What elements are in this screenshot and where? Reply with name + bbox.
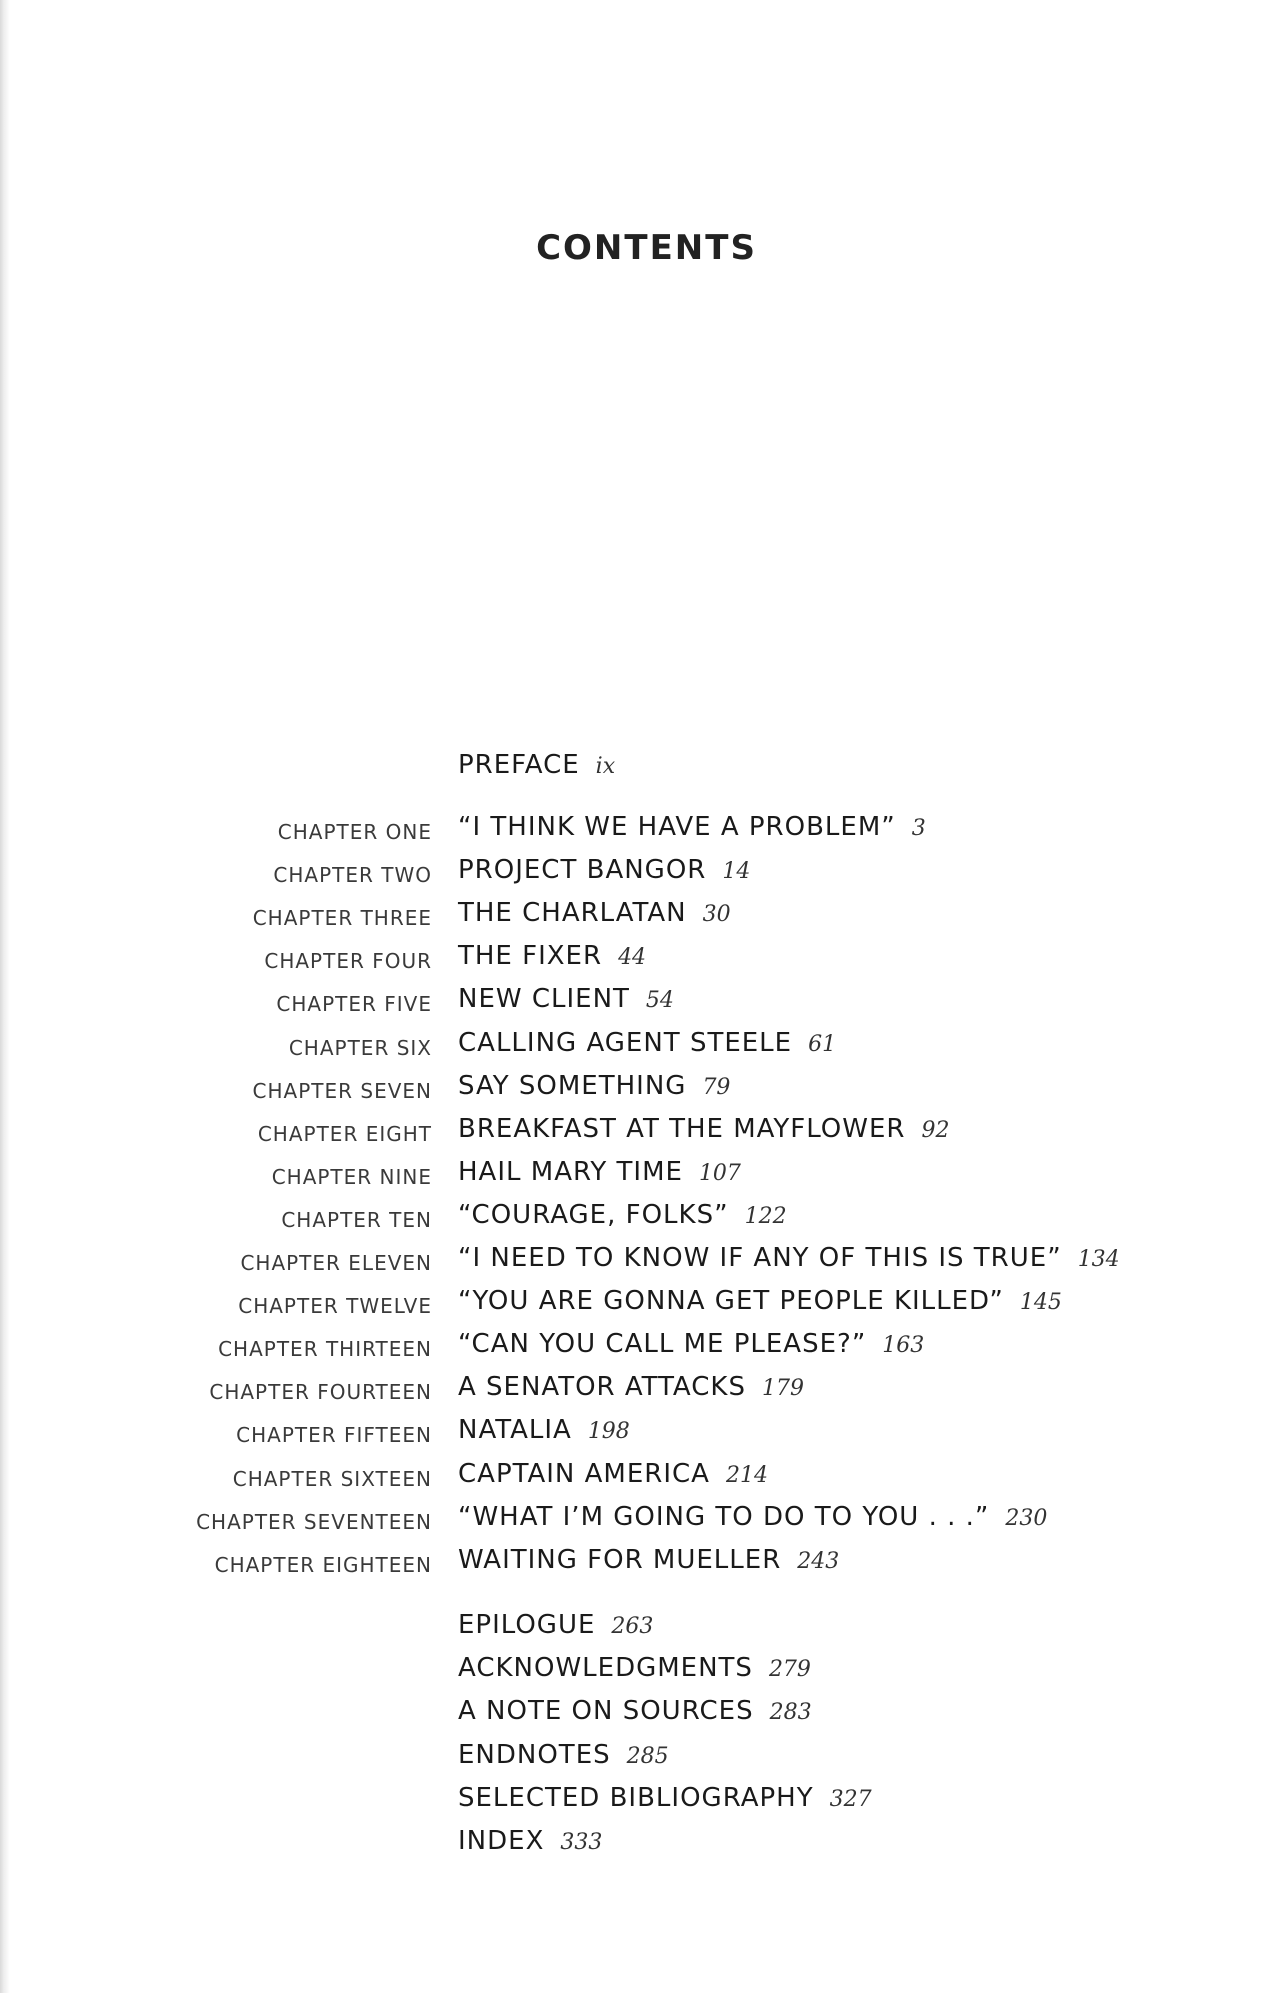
toc-row [0,812,1263,852]
toc-entry [458,898,731,928]
toc-row [0,855,1263,895]
toc-entry [458,1740,669,1770]
toc-entry [458,1415,630,1445]
page-number: ix [595,754,616,779]
toc-row [0,1071,1263,1111]
entry-title: BREAKFAST AT THE MAYFLOWER [458,1114,906,1144]
page-number: 327 [829,1787,872,1812]
chapter-label: CHAPTER FOUR [264,949,432,973]
chapter-label: CHAPTER THIRTEEN [218,1337,432,1361]
toc-row [0,1740,1263,1780]
page-number: 243 [797,1549,840,1574]
chapter-label: CHAPTER EIGHTEEN [214,1553,432,1577]
page-number: 92 [921,1118,950,1143]
page-number: 134 [1077,1247,1120,1272]
entry-title: THE FIXER [458,941,603,971]
toc-entry [458,855,750,885]
toc-entry [458,1610,653,1640]
toc-row [0,1610,1263,1650]
entry-title: CAPTAIN AMERICA [458,1459,710,1489]
page-number: 79 [702,1075,731,1100]
toc-entry [458,1200,787,1230]
page-number: 163 [882,1333,925,1358]
page-number: 333 [560,1830,603,1855]
toc-entry [458,1826,602,1856]
toc-row [0,898,1263,938]
entry-title: ACKNOWLEDGMENTS [458,1653,753,1683]
entry-title: “WHAT I’M GOING TO DO TO YOU . . .” [458,1502,990,1532]
chapter-label: CHAPTER SIX [288,1036,432,1060]
toc-row [0,984,1263,1024]
page-number: 145 [1019,1290,1062,1315]
entry-title: ENDNOTES [458,1740,611,1770]
toc-row [0,1696,1263,1736]
page-title: CONTENTS [536,227,757,268]
entry-title: NEW CLIENT [458,984,630,1014]
page-number: 230 [1005,1506,1048,1531]
entry-title: “I THINK WE HAVE A PROBLEM” [458,812,896,842]
chapter-label: CHAPTER EIGHT [257,1122,432,1146]
page-number: 279 [768,1657,811,1682]
toc-row [0,1243,1263,1283]
entry-title: “COURAGE, FOLKS” [458,1200,729,1230]
page-number: 214 [725,1463,768,1488]
toc-entry [458,1459,768,1489]
page-number: 285 [626,1744,669,1769]
toc-entry [458,1243,1120,1273]
toc-entry [458,750,615,780]
chapter-label: CHAPTER SEVEN [252,1079,432,1103]
page-number: 122 [744,1204,787,1229]
entry-title: PROJECT BANGOR [458,855,707,885]
chapter-label: CHAPTER FIVE [276,992,432,1016]
chapter-label: CHAPTER TWELVE [238,1294,432,1318]
toc-entry [458,1157,741,1187]
chapter-label: CHAPTER SIXTEEN [232,1467,432,1491]
toc-entry [458,1502,1047,1532]
chapter-label: CHAPTER THREE [252,906,432,930]
toc-row [0,1114,1263,1154]
toc-row [0,1502,1263,1542]
page-number: 198 [587,1419,630,1444]
entry-title: WAITING FOR MUELLER [458,1545,782,1575]
page-number: 263 [611,1614,654,1639]
toc-row [0,1545,1263,1585]
toc-row [0,750,1263,790]
toc-row [0,1372,1263,1412]
page-number: 30 [702,902,731,927]
chapter-label: CHAPTER SEVENTEEN [196,1510,432,1534]
toc-row [0,1286,1263,1326]
page-number: 44 [618,945,647,970]
chapter-label: CHAPTER TWO [273,863,432,887]
toc-entry [458,984,674,1014]
toc-entry [458,1114,949,1144]
entry-title: PREFACE [458,750,580,780]
chapter-label: CHAPTER FOURTEEN [209,1380,432,1404]
page-number: 61 [808,1032,837,1057]
toc-row [0,1028,1263,1068]
entry-title: THE CHARLATAN [458,898,687,928]
page-number: 283 [769,1700,812,1725]
toc-entry [458,1545,839,1575]
entry-title: CALLING AGENT STEELE [458,1028,793,1058]
entry-title: “I NEED TO KNOW IF ANY OF THIS IS TRUE” [458,1243,1062,1273]
entry-title: EPILOGUE [458,1610,596,1640]
chapter-label: CHAPTER FIFTEEN [236,1423,432,1447]
toc-entry [458,1329,924,1359]
page-number: 107 [698,1161,741,1186]
entry-title: SAY SOMETHING [458,1071,687,1101]
toc-row [0,1157,1263,1197]
toc-entry [458,1783,872,1813]
toc-row [0,941,1263,981]
toc-entry [458,812,926,842]
chapter-label: CHAPTER ONE [277,820,432,844]
toc-entry [458,1028,836,1058]
entry-title: NATALIA [458,1415,572,1445]
page-number: 3 [911,816,926,841]
toc-entry [458,1696,812,1726]
toc-entry [458,1372,804,1402]
toc-row [0,1200,1263,1240]
entry-title: A NOTE ON SOURCES [458,1696,754,1726]
toc-entry [458,941,646,971]
toc-entry [458,1071,730,1101]
page-number: 179 [761,1376,804,1401]
toc-row [0,1329,1263,1369]
entry-title: A SENATOR ATTACKS [458,1372,746,1402]
toc-entry [458,1286,1062,1316]
toc-row [0,1415,1263,1455]
toc-row [0,1783,1263,1823]
toc-entry [458,1653,811,1683]
toc-row [0,1459,1263,1499]
entry-title: HAIL MARY TIME [458,1157,683,1187]
chapter-label: CHAPTER TEN [281,1208,432,1232]
chapter-label: CHAPTER ELEVEN [240,1251,432,1275]
page-number: 54 [645,988,674,1013]
toc-row [0,1826,1263,1866]
entry-title: “CAN YOU CALL ME PLEASE?” [458,1329,867,1359]
chapter-label: CHAPTER NINE [271,1165,432,1189]
toc-row [0,1653,1263,1693]
entry-title: INDEX [458,1826,545,1856]
entry-title: SELECTED BIBLIOGRAPHY [458,1783,814,1813]
entry-title: “YOU ARE GONNA GET PEOPLE KILLED” [458,1286,1004,1316]
page-number: 14 [722,859,751,884]
